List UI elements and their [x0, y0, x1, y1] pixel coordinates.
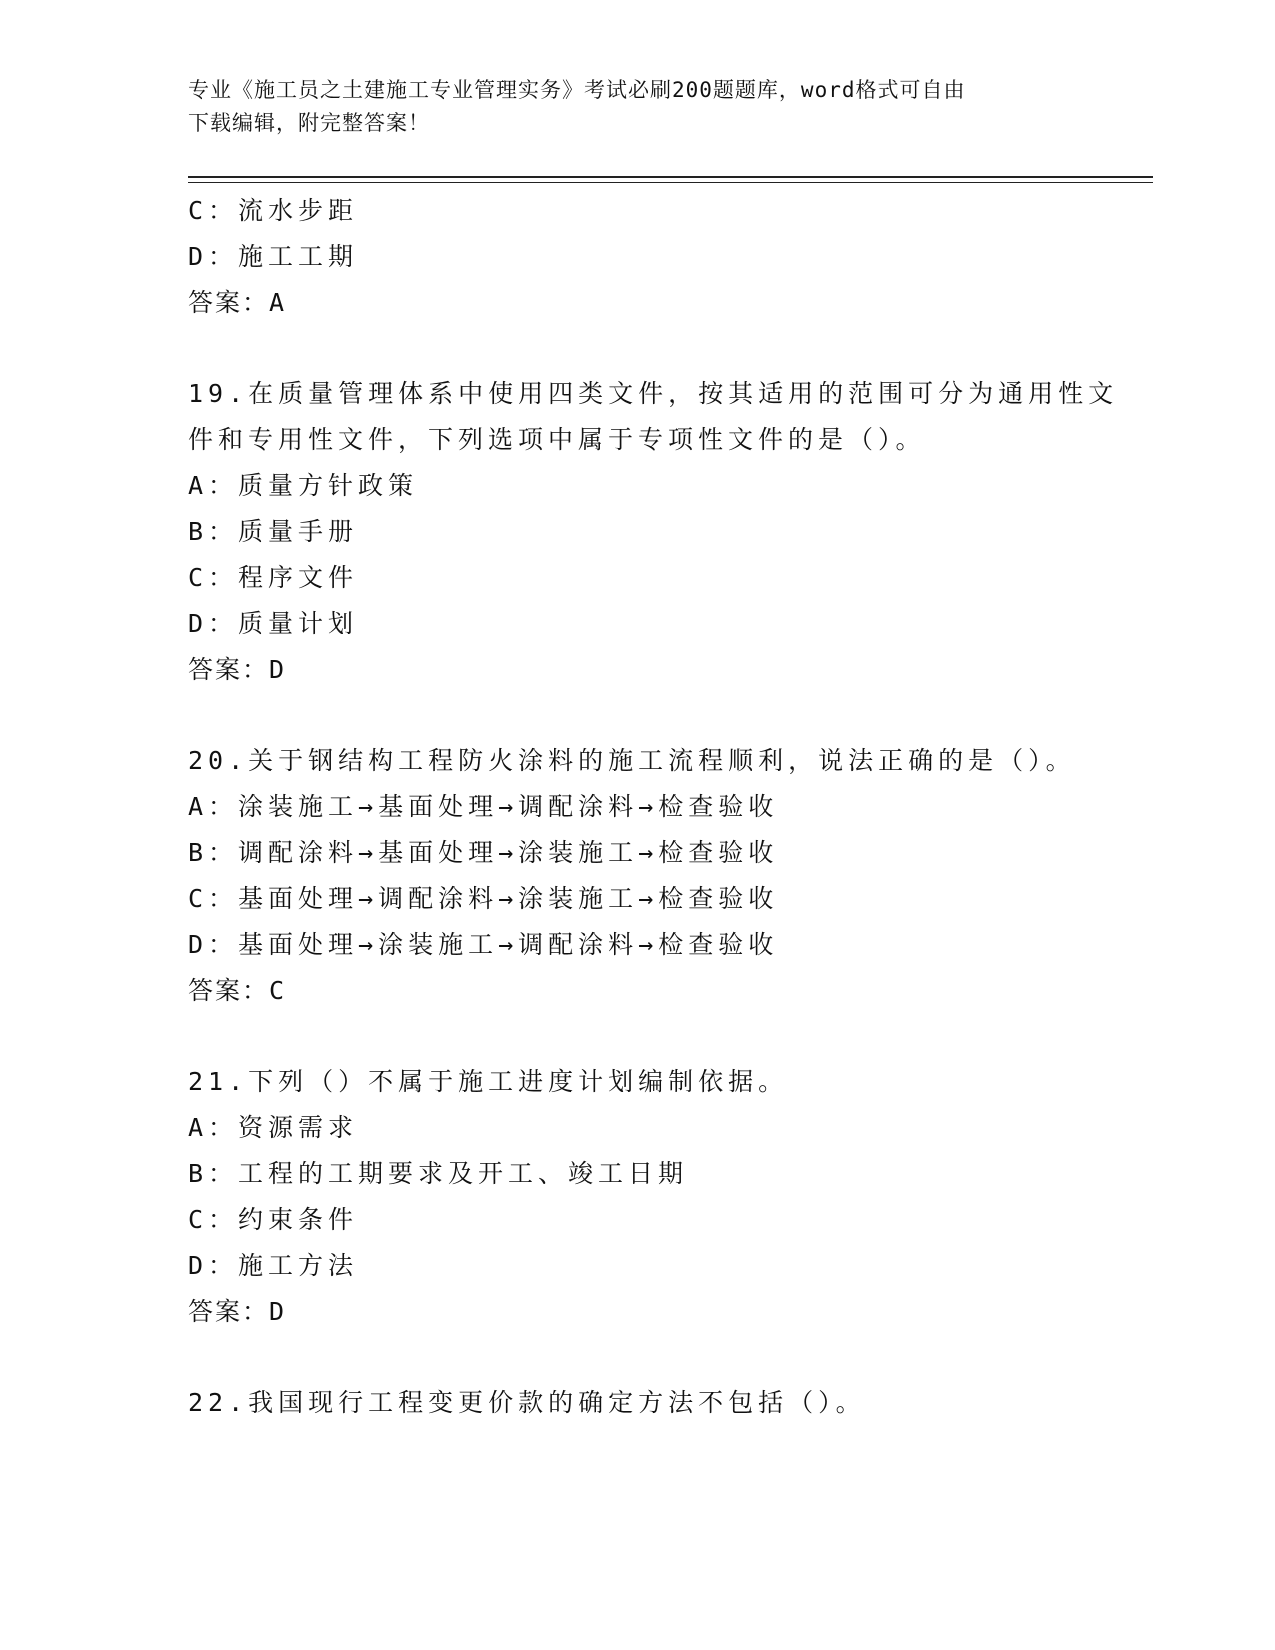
option-c: C：流水步距	[188, 196, 359, 225]
option-c: C：基面处理→调配涂料→涂装施工→检查验收	[188, 884, 779, 913]
question-stem-cont: 件和专用性文件，下列选项中属于专项性文件的是（）。	[188, 425, 926, 454]
option-b: B：调配涂料→基面处理→涂装施工→检查验收	[188, 838, 779, 867]
option-d: D：施工工期	[188, 242, 359, 271]
header-line-1: 专业《施工员之土建施工专业管理实务》考试必刷200题题库，word格式可自由	[188, 78, 966, 102]
question-stem: 21.下列（）不属于施工进度计划编制依据。	[188, 1067, 789, 1096]
header-divider-thin	[188, 182, 1153, 183]
option-b: B：工程的工期要求及开工、竣工日期	[188, 1159, 689, 1188]
option-a: A：涂装施工→基面处理→调配涂料→检查验收	[188, 792, 779, 821]
answer: 答案：C	[188, 976, 287, 1005]
answer: 答案：D	[188, 1297, 287, 1326]
question-stem: 22.我国现行工程变更价款的确定方法不包括（）。	[188, 1388, 866, 1417]
question-20	[188, 738, 1088, 1014]
option-d: D：施工方法	[188, 1251, 359, 1280]
question-19	[188, 371, 1119, 693]
answer: 答案：D	[188, 655, 287, 684]
question-stem: 20.关于钢结构工程防火涂料的施工流程顺利，说法正确的是（）。	[188, 746, 1076, 775]
option-c: C：约束条件	[188, 1205, 359, 1234]
option-a: A：资源需求	[188, 1113, 359, 1142]
header-line-2: 下载编辑，附完整答案！	[188, 111, 430, 135]
document-header	[188, 74, 1068, 140]
option-a: A：质量方针政策	[188, 471, 419, 500]
header-divider	[188, 176, 1153, 178]
option-c: C：程序文件	[188, 563, 359, 592]
question-list	[188, 188, 1119, 1426]
question-stem: 19.在质量管理体系中使用四类文件，按其适用的范围可分为通用性文	[188, 379, 1119, 408]
option-d: D：基面处理→涂装施工→调配涂料→检查验收	[188, 930, 779, 959]
question-21	[188, 1059, 1088, 1335]
option-b: B：质量手册	[188, 517, 359, 546]
question-22	[188, 1380, 1088, 1426]
previous-question	[188, 188, 1088, 326]
option-d: D：质量计划	[188, 609, 359, 638]
answer: 答案：A	[188, 288, 287, 317]
